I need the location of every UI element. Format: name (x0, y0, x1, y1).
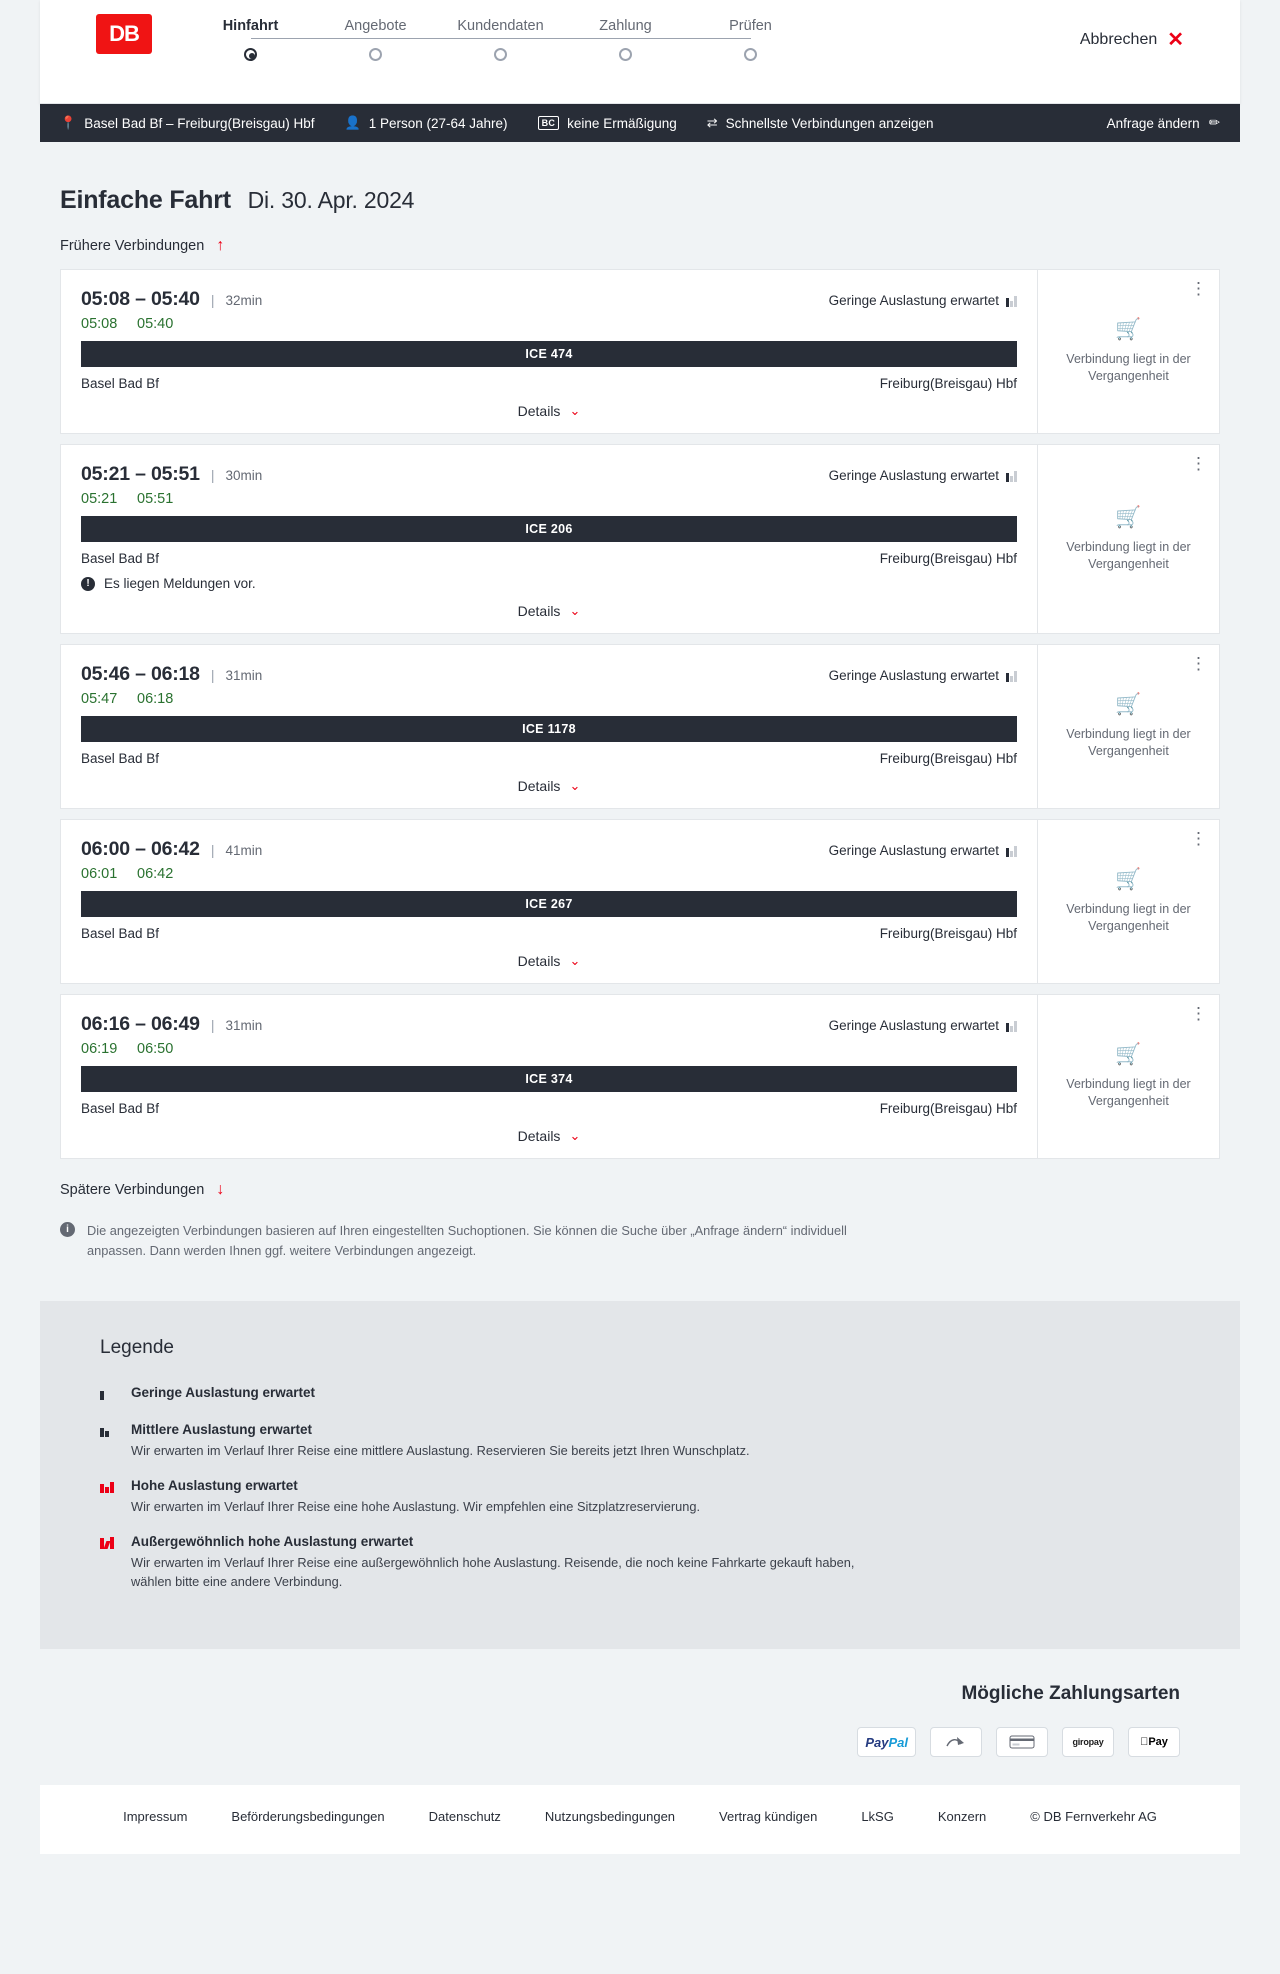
summary-discount[interactable] (538, 116, 707, 131)
step-connector (501, 38, 626, 39)
origin-station: Basel Bad Bf (81, 751, 160, 766)
later-connections-button[interactable] (60, 1181, 1220, 1199)
cancel-label: Abbrechen (1079, 31, 1158, 48)
cart-disabled-icon: 🛒 (1115, 505, 1142, 529)
legend-item (100, 1478, 1180, 1516)
legend-item-desc: Wir erwarten im Verlauf Ihrer Reise eine hohe Auslastung. Wir empfehlen eine Sitzplatzreservierung. (131, 1498, 701, 1514)
person-icon: 👤 (344, 115, 361, 130)
step-label: Hinfahrt (222, 18, 279, 34)
connection-time-range: 06:00 – 06:42 (81, 838, 200, 860)
arrow-up-icon: ↑ (216, 237, 225, 254)
connection-time-range: 05:21 – 05:51 (81, 463, 200, 485)
step-label: Kundendaten (457, 18, 544, 34)
more-options-icon[interactable]: ⋮ (1190, 654, 1207, 673)
occupancy-indicator (829, 293, 1017, 308)
footer (40, 1785, 1240, 1854)
connection-message-label: Es liegen Meldungen vor. (104, 576, 256, 591)
bahncard-icon: BC (538, 116, 560, 130)
chevron-down-icon: ⌄ (569, 778, 581, 793)
step-label: Angebote (344, 18, 407, 34)
connection-stations (81, 926, 1017, 941)
occupancy-label: Geringe Auslastung erwartet (828, 843, 999, 858)
step-dot (619, 48, 632, 61)
connection-header (81, 463, 1017, 486)
footer-link-befoerderungsbedingungen[interactable]: Beförderungsbedingungen (231, 1809, 385, 1825)
footer-link-datenschutz[interactable]: Datenschutz (428, 1809, 501, 1825)
cart-disabled-icon: 🛒 (1115, 693, 1142, 717)
summary-discount-label: keine Ermäßigung (567, 115, 677, 131)
occupancy-high-icon (100, 1480, 116, 1493)
step-dot (244, 48, 257, 61)
legend-item-title: Hohe Auslastung erwartet (131, 1477, 298, 1493)
later-connections-label: Spätere Verbindungen (60, 1182, 205, 1198)
connection-header (81, 288, 1017, 311)
connection-stations (81, 376, 1017, 391)
summary-passengers-label: 1 Person (27-64 Jahre) (368, 115, 508, 131)
details-toggle[interactable] (81, 1128, 1017, 1144)
connection-stations (81, 751, 1017, 766)
occupancy-label: Geringe Auslastung erwartet (828, 468, 999, 483)
details-label: Details (517, 403, 561, 419)
details-toggle[interactable] (81, 603, 1017, 619)
arrival-time: 05:51 (137, 491, 174, 507)
step-connector (251, 38, 376, 39)
edit-query-button[interactable] (1107, 115, 1220, 131)
connection-times (81, 491, 1017, 507)
connection-times (81, 866, 1017, 882)
step-zahlung[interactable] (563, 18, 688, 61)
chevron-down-icon: ⌄ (569, 403, 581, 418)
pencil-icon: ✏ (1208, 115, 1220, 130)
details-label: Details (517, 778, 561, 794)
summary-option[interactable] (707, 115, 964, 131)
earlier-connections-button[interactable] (60, 237, 1220, 255)
info-icon: i (60, 1222, 75, 1237)
connection-message[interactable] (81, 576, 1017, 591)
connection-details (61, 995, 1037, 1158)
past-connection-label: Verbindung liegt in der Vergangenheit (1066, 727, 1191, 758)
connection-action (1037, 645, 1219, 808)
step-pruefen[interactable] (688, 18, 813, 61)
occupancy-label: Geringe Auslastung erwartet (828, 1018, 999, 1033)
connection-card[interactable] (60, 994, 1220, 1159)
destination-station: Freiburg(Breisgau) Hbf (879, 376, 1017, 391)
divider: | (210, 842, 215, 858)
occupancy-low-icon (100, 1387, 116, 1400)
more-options-icon[interactable]: ⋮ (1190, 279, 1207, 298)
paypal-icon: Pay Pal (857, 1727, 916, 1757)
occupancy-low-icon (1006, 294, 1017, 307)
past-connection-label: Verbindung liegt in der Vergangenheit (1066, 539, 1191, 571)
occupancy-low-icon (1006, 669, 1017, 682)
more-options-icon[interactable]: ⋮ (1190, 829, 1207, 848)
past-connection-label: Verbindung liegt in der Vergangenheit (1066, 352, 1191, 383)
connection-action (1037, 270, 1219, 433)
connection-duration: 31min (225, 1018, 263, 1033)
past-connection-label: Verbindung liegt in der Vergangenheit (1066, 902, 1191, 933)
step-dot (494, 48, 507, 61)
connection-action (1037, 995, 1219, 1158)
connection-duration: 41min (225, 843, 263, 858)
summary-option-label: Schnellste Verbindungen anzeigen (725, 115, 934, 131)
footer-link-lksg[interactable]: LkSG (861, 1809, 894, 1825)
destination-station: Freiburg(Breisgau) Hbf (879, 551, 1017, 566)
connection-header (81, 663, 1017, 686)
page-title-date: Di. 30. Apr. 2024 (247, 187, 415, 213)
connection-action (1037, 445, 1219, 633)
departure-time: 05:08 (81, 316, 118, 332)
connection-duration: 32min (225, 293, 263, 308)
payment-methods (100, 1727, 1180, 1757)
train-name-bar: ICE 267 (81, 891, 1017, 917)
details-toggle[interactable] (81, 953, 1017, 969)
destination-station: Freiburg(Breisgau) Hbf (879, 926, 1017, 941)
step-connector (626, 38, 751, 39)
divider: | (210, 467, 215, 483)
connection-details (61, 820, 1037, 983)
progress-steps (188, 14, 813, 61)
details-toggle[interactable] (81, 403, 1017, 419)
summary-passengers[interactable] (345, 115, 538, 131)
footer-link-vertrag-kuendigen[interactable]: Vertrag kündigen (719, 1809, 818, 1825)
divider: | (210, 292, 215, 308)
arrival-time: 06:42 (137, 866, 174, 882)
chevron-down-icon: ⌄ (569, 603, 581, 618)
legend-item-title: Außergewöhnlich hohe Auslastung erwartet (131, 1534, 414, 1550)
connection-times (81, 316, 1017, 332)
more-options-icon[interactable]: ⋮ (1190, 454, 1207, 473)
details-label: Details (517, 603, 561, 619)
payment-title: Mögliche Zahlungsarten (961, 1683, 1180, 1705)
edit-query-label: Anfrage ändern (1106, 115, 1200, 131)
connection-times (81, 1041, 1017, 1057)
footer-link-nutzungsbedingungen[interactable]: Nutzungsbedingungen (544, 1809, 676, 1825)
page-title (60, 186, 1220, 215)
destination-station: Freiburg(Breisgau) Hbf (879, 1101, 1017, 1116)
origin-station: Basel Bad Bf (81, 1101, 160, 1116)
arrival-time: 06:18 (137, 691, 174, 707)
app-header (40, 0, 1240, 104)
departure-time: 05:21 (81, 491, 118, 507)
location-pin-icon: 📍 (60, 115, 77, 130)
connection-header (81, 1013, 1017, 1036)
occupancy-label: Geringe Auslastung erwartet (828, 668, 999, 683)
legend-item-desc: Wir erwarten im Verlauf Ihrer Reise eine außergewöhnlich hohe Auslastung. Reisende, die noch keine Fahrkarte gekauft haben, wählen bitte eine andere Verbindung. (131, 1555, 855, 1590)
step-connector (376, 38, 501, 39)
occupancy-indicator (829, 843, 1017, 858)
summary-route-label: Basel Bad Bf – Freiburg(Breisgau) Hbf (84, 115, 315, 131)
occupancy-indicator (829, 668, 1017, 683)
connection-time-range: 05:08 – 05:40 (81, 288, 200, 310)
db-logo-text: DB (109, 21, 139, 46)
step-angebote[interactable] (313, 18, 438, 61)
occupancy-very-high-icon (100, 1536, 116, 1549)
origin-station: Basel Bad Bf (81, 551, 160, 566)
divider: | (210, 667, 215, 683)
origin-station: Basel Bad Bf (81, 926, 160, 941)
footer-link-konzern[interactable]: Konzern (937, 1809, 987, 1825)
connection-card[interactable] (60, 444, 1220, 634)
legend-section (40, 1301, 1240, 1650)
connection-times (81, 691, 1017, 707)
arrival-time: 05:40 (137, 316, 174, 332)
search-note (60, 1221, 850, 1261)
details-label: Details (517, 1128, 561, 1144)
arrow-down-icon: ↓ (216, 1181, 225, 1198)
legend-item (100, 1385, 1180, 1404)
payment-section (40, 1649, 1240, 1785)
connection-details (61, 445, 1037, 633)
connection-time-range: 05:46 – 06:18 (81, 663, 200, 685)
connection-card[interactable] (60, 644, 1220, 809)
connection-header (81, 838, 1017, 861)
cart-disabled-icon: 🛒 (1115, 1043, 1142, 1067)
legend-item-desc: Wir erwarten im Verlauf Ihrer Reise eine mittlere Auslastung. Reservieren Sie bereits jetzt Ihren Wunschplatz. (131, 1442, 750, 1458)
connection-action (1037, 820, 1219, 983)
alert-icon: ! (81, 577, 95, 591)
apple-pay-icon: Pay (1128, 1727, 1180, 1757)
connection-details (61, 270, 1037, 433)
step-dot (744, 48, 757, 61)
arrival-time: 06:50 (137, 1041, 174, 1057)
departure-time: 06:19 (81, 1041, 118, 1057)
departure-time: 06:01 (81, 866, 118, 882)
db-logo[interactable] (96, 14, 152, 54)
credit-card-icon (996, 1727, 1048, 1757)
connection-time-range: 06:16 – 06:49 (81, 1013, 200, 1035)
legend-item (100, 1534, 1180, 1591)
earlier-connections-label: Frühere Verbindungen (60, 238, 205, 254)
divider: | (210, 1017, 215, 1033)
legend-item-title: Geringe Auslastung erwartet (131, 1384, 316, 1400)
occupancy-low-icon (1006, 469, 1017, 482)
cart-disabled-icon: 🛒 (1115, 868, 1142, 892)
search-note-text: Die angezeigten Verbindungen basieren auf Ihren eingestellten Suchoptionen. Sie können die Suche über „Anfrage ändern“ individuell anpassen. Dann werden Ihnen ggf. weitere Verbindungen angezeigt. (87, 1223, 847, 1258)
train-name-bar: ICE 1178 (81, 716, 1017, 742)
cart-disabled-icon: 🛒 (1115, 318, 1142, 342)
summary-route[interactable] (60, 115, 345, 131)
departure-time: 05:47 (81, 691, 118, 707)
direct-debit-icon (930, 1727, 982, 1757)
occupancy-medium-icon (100, 1424, 116, 1437)
connection-duration: 31min (225, 668, 263, 683)
search-summary-bar (40, 104, 1240, 142)
filter-icon: ⇄ (706, 115, 718, 130)
connection-stations (81, 1101, 1017, 1116)
occupancy-indicator (829, 1018, 1017, 1033)
step-label: Prüfen (729, 18, 772, 34)
past-connection-label: Verbindung liegt in der Vergangenheit (1066, 1077, 1191, 1108)
connection-card[interactable] (60, 269, 1220, 434)
occupancy-label: Geringe Auslastung erwartet (828, 293, 999, 308)
legend-item-title: Mittlere Auslastung erwartet (131, 1421, 313, 1437)
step-hinfahrt[interactable] (188, 18, 313, 61)
chevron-down-icon: ⌄ (569, 1128, 581, 1143)
details-toggle[interactable] (81, 778, 1017, 794)
origin-station: Basel Bad Bf (81, 376, 160, 391)
step-label: Zahlung (599, 18, 652, 34)
connection-card[interactable] (60, 819, 1220, 984)
chevron-down-icon: ⌄ (569, 953, 581, 968)
details-label: Details (517, 953, 561, 969)
footer-copyright: © DB Fernverkehr AG (1030, 1809, 1157, 1825)
legend-item (100, 1422, 1180, 1460)
legend-title: Legende (100, 1336, 174, 1358)
step-kundendaten[interactable] (438, 18, 563, 61)
close-icon: ✕ (1167, 29, 1184, 51)
train-name-bar: ICE 374 (81, 1066, 1017, 1092)
more-options-icon[interactable]: ⋮ (1190, 1004, 1207, 1023)
occupancy-low-icon (1006, 844, 1017, 857)
connection-duration: 30min (225, 468, 263, 483)
giropay-icon: giropay (1062, 1727, 1114, 1757)
main-content (40, 186, 1240, 1301)
train-name-bar: ICE 206 (81, 516, 1017, 542)
footer-link-impressum[interactable]: Impressum (123, 1809, 188, 1825)
occupancy-low-icon (1006, 1019, 1017, 1032)
connection-details (61, 645, 1037, 808)
page-title-text: Einfache Fahrt (60, 186, 231, 214)
occupancy-indicator (829, 468, 1017, 483)
train-name-bar: ICE 474 (81, 341, 1017, 367)
connection-stations (81, 551, 1017, 566)
destination-station: Freiburg(Breisgau) Hbf (879, 751, 1017, 766)
step-dot (369, 48, 382, 61)
cancel-button[interactable] (1080, 30, 1184, 50)
